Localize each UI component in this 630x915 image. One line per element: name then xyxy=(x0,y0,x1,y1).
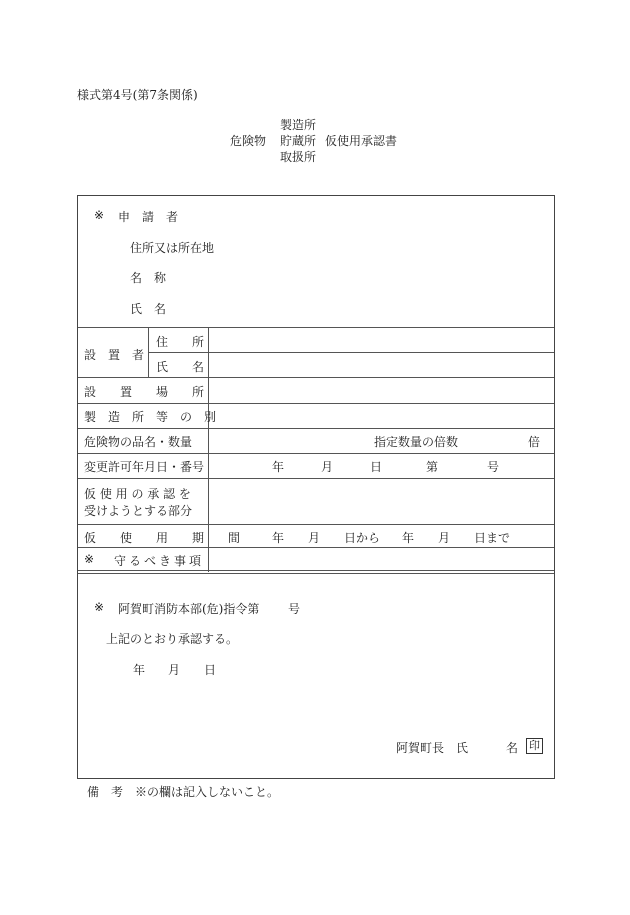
applicant-mark: ※ xyxy=(94,208,105,222)
directive-label: 阿賀町消防本部(危)指令第 xyxy=(118,602,260,616)
period-from: 日から xyxy=(344,531,381,545)
period-to: 日まで xyxy=(474,531,511,545)
approval-day: 日 xyxy=(204,663,217,677)
title-option-storage: 貯蔵所 xyxy=(280,134,317,148)
applicant-heading: 申 請 者 xyxy=(118,210,179,224)
divider xyxy=(78,428,554,429)
directive-number: 号 xyxy=(288,602,301,616)
issuer-label: 阿賀町長 氏 xyxy=(396,741,469,755)
designated-multiple-label: 指定数量の倍数 xyxy=(374,435,459,449)
multiple-unit: 倍 xyxy=(528,435,541,449)
document-title xyxy=(230,116,430,164)
permit-go: 号 xyxy=(487,460,500,474)
hazmat-item-label: 危険物の品名・数量 xyxy=(84,435,193,449)
application-form-table xyxy=(77,195,555,779)
issuer-name-label: 名 xyxy=(506,741,519,755)
title-option-handling: 取扱所 xyxy=(280,150,317,164)
period-label: 仮 使 用 期 間 xyxy=(84,531,241,545)
observe-label: 守るべき事項 xyxy=(114,554,205,568)
period-month-to: 月 xyxy=(438,531,451,545)
divider xyxy=(78,453,554,454)
divider xyxy=(78,524,554,525)
divider xyxy=(148,327,149,377)
seal-mark xyxy=(526,738,543,754)
installer-address-label: 住 所 xyxy=(156,335,205,349)
installer-name-label: 氏 名 xyxy=(156,360,205,374)
title-prefix: 危険物 xyxy=(230,134,267,148)
approval-month: 月 xyxy=(168,663,181,677)
form-number: 様式第4号(第7条関係) xyxy=(77,88,198,102)
applicant-address-label: 住所又は所在地 xyxy=(130,241,215,255)
remarks-note: 備 考 ※の欄は記入しないこと。 xyxy=(87,785,280,799)
double-divider xyxy=(78,570,554,574)
divider xyxy=(78,478,554,479)
observe-mark: ※ xyxy=(84,552,95,566)
permit-day: 日 xyxy=(370,460,383,474)
seal-icon: 印 xyxy=(526,738,543,754)
divider xyxy=(78,403,554,404)
permit-date-label: 変更許可年月日・番号 xyxy=(84,460,205,474)
period-month-from: 月 xyxy=(308,531,321,545)
divider xyxy=(78,377,554,378)
installer-label: 設 置 者 xyxy=(84,348,145,362)
divider xyxy=(78,547,554,548)
permit-no: 第 xyxy=(426,460,439,474)
partial-use-label-line2: 受けようとする部分 xyxy=(84,504,193,518)
period-year-from: 年 xyxy=(272,531,285,545)
approval-statement: 上記のとおり承認する。 xyxy=(106,632,239,646)
title-suffix: 仮使用承認書 xyxy=(325,134,398,148)
divider xyxy=(78,327,554,328)
partial-use-label-line1: 仮 使 用 の 承 認 を xyxy=(84,487,191,501)
period-year-to: 年 xyxy=(402,531,415,545)
permit-month: 月 xyxy=(321,460,334,474)
applicant-name-label: 名 称 xyxy=(130,271,167,285)
applicant-person-label: 氏 名 xyxy=(130,302,167,316)
location-label: 設 置 場 所 xyxy=(84,385,205,399)
permit-year: 年 xyxy=(272,460,285,474)
approval-year: 年 xyxy=(133,663,146,677)
facility-type-label: 製 造 所 等 の 別 xyxy=(84,410,217,424)
approval-mark: ※ xyxy=(94,600,105,614)
title-option-manufacture: 製造所 xyxy=(280,118,317,132)
